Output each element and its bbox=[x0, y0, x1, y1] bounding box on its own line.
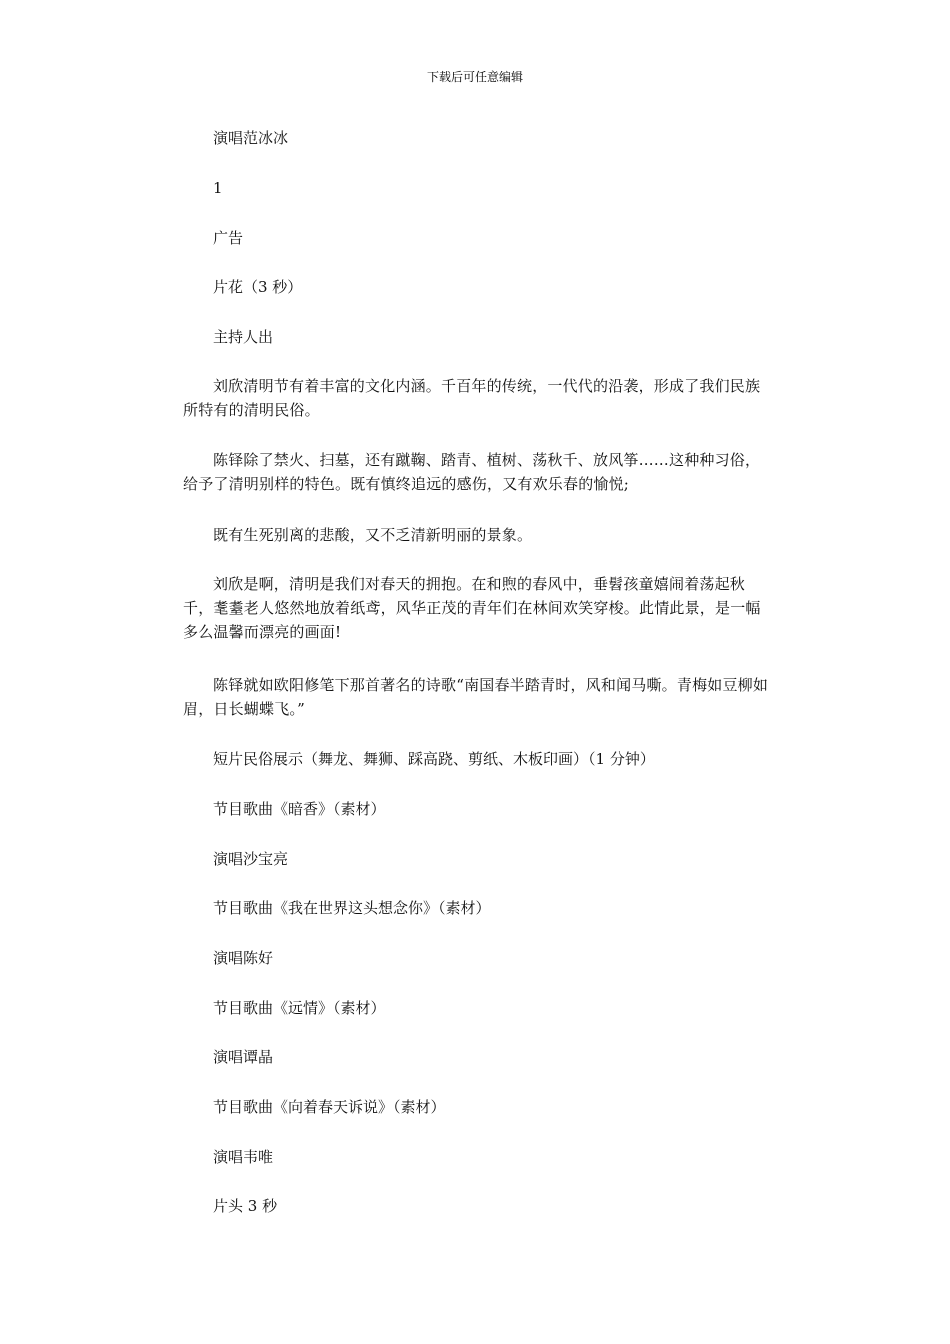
program-line: 节目歌曲《暗香》（素材） bbox=[213, 800, 386, 818]
dialogue-paragraph: 刘欣是啊，清明是我们对春天的拥抱。在和煦的春风中，垂髫孩童嬉闹着荡起秋千，耄耋老人悠然地放着纸鸢，风华正茂的青年们在林间欢笑穿梭。此情此景，是一幅多么温馨而漂亮的画面! bbox=[183, 575, 761, 641]
program-line: 节目歌曲《我在世界这头想念你》（素材） bbox=[213, 899, 491, 917]
dialogue-paragraph: 刘欣清明节有着丰富的文化内涵。千百年的传统，一代代的沿袭，形成了我们民族所特有的清明民俗。 bbox=[183, 377, 761, 419]
program-line: 演唱韦唯 bbox=[213, 1148, 274, 1166]
text-line: 主持人出 bbox=[213, 328, 274, 346]
program-line: 演唱谭晶 bbox=[213, 1048, 274, 1066]
program-line: 演唱沙宝亮 bbox=[213, 850, 289, 868]
text-line: 片花（3 秒） bbox=[213, 278, 303, 296]
program-line: 片头 3 秒 bbox=[213, 1197, 278, 1215]
dialogue-paragraph: 既有生死别离的悲酸，又不乏清新明丽的景象。 bbox=[213, 526, 533, 544]
program-line: 短片民俗展示（舞龙、舞狮、踩高跷、剪纸、木板印画）（1 分钟） bbox=[213, 750, 655, 768]
program-line: 节目歌曲《远情》（素材） bbox=[213, 999, 386, 1017]
dialogue-paragraph: 陈铎就如欧阳修笔下那首著名的诗歌“南国春半踏青时，风和闻马嘶。青梅如豆柳如眉，日长蝴蝶飞。” bbox=[183, 676, 769, 718]
program-line: 节目歌曲《向着春天诉说》（素材） bbox=[213, 1098, 446, 1116]
program-line: 演唱陈好 bbox=[213, 949, 274, 967]
text-line: 1 bbox=[213, 179, 223, 197]
text-line: 广告 bbox=[213, 229, 244, 247]
page-header-note: 下载后可任意编辑 bbox=[426, 70, 523, 84]
dialogue-paragraph: 陈铎除了禁火、扫墓，还有蹴鞠、踏青、植树、荡秋千、放风筝……这种种习俗，给予了清明别样的特色。既有慎终追远的感伤，又有欢乐春的愉悦; bbox=[183, 451, 761, 493]
text-line: 演唱范冰冰 bbox=[213, 129, 289, 147]
